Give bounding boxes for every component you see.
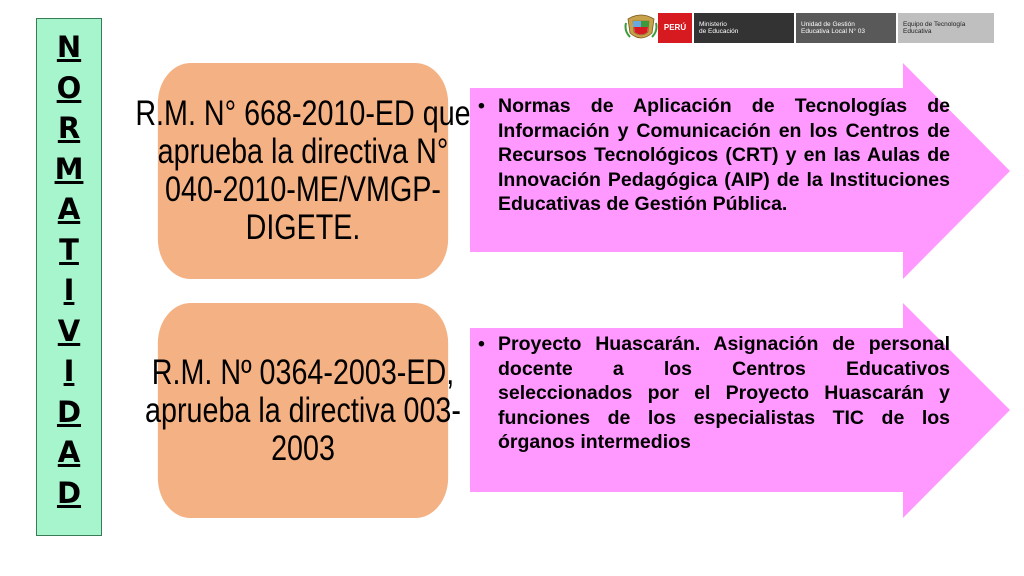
title-letter: V (57, 313, 81, 348)
item-1-description-list (478, 94, 950, 217)
item-2-description: • Proyecto Huascarán. Asignación de personal docente a los Centros Educativos seleccionados por el Proyecto Huascarán y funciones de los especialistas TIC de los órganos intermedios (498, 332, 950, 455)
ministerio-line2: de Educación (699, 28, 739, 35)
item-1-description: • Normas de Aplicación de Tecnologías de Información y Comunicación en los Centros de Recursos Tecnológicos (CRT) y en las Aulas de Innovación Pedagógica (AIP) de la Instituciones Educativas de Gestión Pública. (498, 94, 950, 217)
ministerio-line1: Ministerio (699, 20, 727, 28)
item-1-title-box (135, 63, 471, 279)
title-letter: D (56, 394, 82, 429)
equipo-line1: Equipo de Tecnología (903, 20, 966, 28)
peru-label: PERÚ (663, 23, 687, 33)
title-letter: M (54, 151, 84, 186)
item-2-description-list (478, 332, 950, 455)
ugel-line2: Educativa Local N° 03 (801, 28, 866, 35)
equipo-line2: Educativa (903, 28, 932, 35)
title-letter: N (56, 30, 82, 64)
item-2-title-box (145, 303, 461, 518)
title-letter: I (63, 354, 75, 388)
title-letter: A (57, 435, 81, 469)
title-letter: O (56, 70, 82, 105)
title-letter: A (57, 192, 81, 226)
ugel-line1: Unidad de Gestión (801, 20, 855, 28)
item-2-title: R.M. Nº 0364-2003-ED, aprueba la directiva 003-2003 (145, 352, 461, 468)
item-1-title: R.M. N° 668-2010-ED que aprueba la directiva N° 040-2010-ME/VMGP-DIGETE. (135, 94, 471, 247)
title-letter: I (63, 273, 75, 307)
title-letter: D (56, 475, 82, 510)
title-letter: T (59, 232, 79, 267)
title-letter: R (57, 111, 81, 145)
